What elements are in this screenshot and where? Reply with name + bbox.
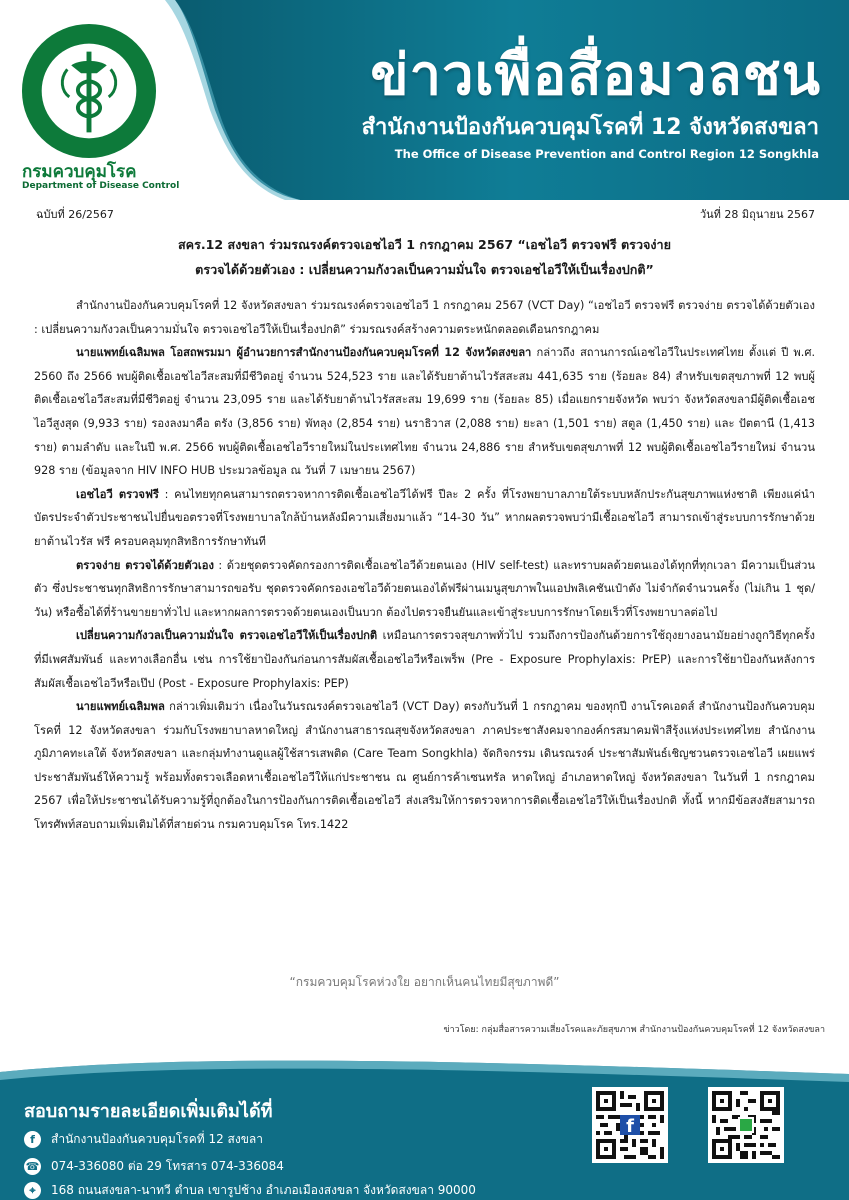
release-date: วันที่ 28 มิถุนายน 2567 [699, 208, 815, 221]
paragraph-5: เปลี่ยนความกังวลเป็นความมั่นใจ ตรวจเอชไอวีให้เป็นเรื่องปกติ เหมือนการตรวจสุขภาพทั่วไป รวมถึงการป้องกันด้วยการใช้ถุงยางอนามัยอย่างถูกวิธีทุกครั้งที่มีเพศสัมพันธ์ และทางเลือกอื่น เช่น การใช้ยาป้องกันก่อนการสัมผัสเชื้อเอชไอวีหรือเพร็พ (Pre - Exposure Prophylaxis: PrEP) และการใช้ยาป้องกันหลังการสัมผัสเชื้อเอชไอวีหรือเป๊ป (Post - Exposure Prophylaxis: PEP) [34, 629, 815, 690]
slogan: “กรมควบคุมโรคห่วงใย อยากเห็นคนไทยมีสุขภาพดี” [289, 975, 560, 989]
phone-number: 074-336080 ต่อ 29 โทรสาร 074-336084 [51, 1159, 284, 1173]
ministry-logo [20, 22, 158, 160]
facebook-page-name: สำนักงานป้องกันควบคุมโรคที่ 12 สงขลา [51, 1132, 264, 1146]
line-qr-code [708, 1087, 784, 1163]
department-name-english: Department of Disease Control [22, 181, 180, 191]
office-name-english: The Office of Disease Prevention and Control Region 12 Songkhla [394, 147, 819, 161]
headline-line-1: สคร.12 สงขลา ร่วมรณรงค์ตรวจเอชไอวี 1 กรกฎาคม 2567 “เอชไอวี ตรวจฟรี ตรวจง่าย [177, 237, 671, 252]
news-release-title: ข่าวเพื่อสื่อมวลชน [370, 43, 821, 108]
paragraph-2: นายแพทย์เฉลิมพล โอสถพรมมา ผู้อำนวยการสำนักงานป้องกันควบคุมโรคที่ 12 จังหวัดสงขลา กล่าวถึง สถานการณ์เอชไอวีในประเทศไทย ตั้งแต่ ปี พ.ศ. 2560 ถึง 2566 พบผู้ติดเชื้อเอชไอวีสะสมที่มีชีวิตอยู่ จำนวน 524,523 ราย และได้รับยาต้านไวรัสสะสม 441,635 ราย (ร้อยละ 84) สำหรับเขตสุขภาพที่ 12 พบผู้ติดเชื้อเอชไอวีสะสมที่มีชีวิตอยู่ จำนวน 23,095 ราย และได้รับยาต้านไวรัสสะสม 19,699 ราย (ร้อยละ 85) เมื่อแยกรายจังหวัด พบว่า จังหวัดสงขลามีผู้ติดเชื้อเอชไอวีสูงสุด (9,933 ราย) รองลงมาคือ ตรัง (3,856 ราย) พัทลุง (2,854 ราย) นราธิวาส (2,088 ราย) ยะลา (1,501 ราย) สตูล (1,450 ราย) และ ปัตตานี (1,413 ราย) ตามลำดับ และในปี พ.ศ. 2566 พบผู้ติดเชื้อเอชไอวีรายใหม่ในประเทศไทย จำนวน 24,886 ราย สำหรับเขตสุขภาพที่ 12 พบผู้ติดเชื้อเอชไอวีรายใหม่ จำนวน 928 ราย (ข้อมูลจาก HIV INFO HUB ประมวลข้อมูล ณ วันที่ 7 เมษายน 2567) [34, 346, 815, 478]
paragraph-3: เอชไอวี ตรวจฟรี : คนไทยทุกคนสามารถตรวจหาการติดเชื้อเอชไอวีได้ฟรี ปีละ 2 ครั้ง ที่โรงพยาบาลภายใต้ระบบหลักประกันสุขภาพแห่งชาติ เพียงแค่นำบัตรประจำตัวประชาชนไปยื่นขอตรวจที่โรงพยาบาลใกล้บ้านหลังมีความเสี่ยงมาแล้ว “14-30 วัน” หากผลตรวจพบว่ามีเชื้อเอชไอวี สามารถเข้าสู่ระบบการรักษาด้วยยาต้านไวรัส ฟรี ครอบคลุมทุกสิทธิการรักษาทันที [34, 487, 815, 548]
headline-line-2: ตรวจได้ด้วยตัวเอง : เปลี่ยนความกังวลเป็นความมั่นใจ ตรวจเอชไอวีให้เป็นเรื่องปกติ” [195, 262, 654, 277]
paragraph-1: สำนักงานป้องกันควบคุมโรคที่ 12 จังหวัดสงขลา ร่วมรณรงค์ตรวจเอชไอวี 1 กรกฎาคม 2567 (VCT Day) “เอชไอวี ตรวจฟรี ตรวจง่าย ตรวจได้ด้วยตัวเอง : เปลี่ยนความกังวลเป็นความมั่นใจ ตรวจเอชไอวีให้เป็นเรื่องปกติ” ร่วมรณรงค์สร้างความตระหนักตลอดเดือนกรกฎาคม [34, 299, 815, 336]
facebook-qr-code [592, 1087, 668, 1163]
news-credit: ข่าวโดย: กลุ่มสื่อสารความเสี่ยงโรคและภัยสุขภาพ สำนักงานป้องกันควบคุมโรคที่ 12 จังหวัดสงขลา [443, 1025, 825, 1035]
address: 168 ถนนสงขลา-นาทวี ตำบล เขารูปช้าง อำเภอเมืองสงขลา จังหวัดสงขลา 90000 [51, 1183, 476, 1197]
paragraph-6: นายแพทย์เฉลิมพล กล่าวเพิ่มเติมว่า เนื่องในวันรณรงค์ตรวจเอชไอวี (VCT Day) ตรงกับวันที่ 1 กรกฎาคม ของทุกปี งานโรคเอดส์ สำนักงานป้องกันควบคุมโรคที่ 12 จังหวัดสงขลา ร่วมกับโรงพยาบาลหาดใหญ่ สำนักงานสาธารณสุขจังหวัดสงขลา ภาคประชาสังคมจากองค์กรสมาคมฟ้าสีรุ้งแห่งประเทศไทย สำนักงานภูมิภาคทะเลใต้ จังหวัดสงขลา และกลุ่มทำงานดูแลผู้ใช้สารเสพติด (Care Team Songkhla) จัดกิจกรรม เดินรณรงค์ ประชาสัมพันธ์เชิญชวนตรวจเอชไอวี เผยแพร่ประชาสัมพันธ์ให้ความรู้ พร้อมทั้งตรวจเลือดหาเชื้อเอชไอวีให้แก่ประชาชน ณ ศูนย์การค้าเซนทรัล หาดใหญ่ อำเภอหาดใหญ่ จังหวัดสงขลา ในวันที่ 1 กรกฎาคม 2567 เพื่อให้ประชาชนได้รับความรู้ที่ถูกต้องในการป้องกันการติดเชื้อเอชไอวี ส่งเสริมให้การตรวจหาการติดเชื้อเอชไอวีให้เป็นเรื่องปกติ ทั้งนี้ หากมีข้อสงสัยสามารถโทรศัพท์สอบถามเพิ่มเติมได้ที่สายด่วน กรมควบคุมโรค โทร.1422 [34, 700, 815, 832]
svg-text:f: f [626, 1115, 634, 1137]
footer-facebook-row[interactable] [24, 1130, 263, 1149]
footer-phone-row[interactable] [24, 1157, 284, 1176]
header-banner [0, 0, 849, 200]
department-name-thai: กรมควบคุมโรค [22, 162, 137, 182]
paragraph-4: ตรวจง่าย ตรวจได้ด้วยตัวเอง : ด้วยชุดตรวจคัดกรองการติดเชื้อเอชไอวีด้วยตนเอง (HIV self-test) และทราบผลด้วยตนเองได้ทุกที่ทุกเวลา มีความเป็นส่วนตัว ซึ่งประชาชนทุกสิทธิการรักษาสามารถขอรับ ชุดตรวจคัดกรองเอชไอวีด้วยตนเองได้ฟรีผ่านเมนูสุขภาพในแอปพลิเคชันเป๋าตัง ไม่จำกัดจำนวนครั้ง (ไม่เกิน 1 ชุด/วัน) หรือซื้อได้ที่ร้านขายยาทั่วไป และหากผลการตรวจด้วยตนเองเป็นบวก ต้องไปตรวจยืนยันและเข้าสู่ระบบการรักษาโดยเร็วที่โรงพยาบาลต่อไป [34, 558, 815, 619]
footer-address-row [24, 1181, 476, 1200]
location-pin-icon: ⌖ [24, 1182, 41, 1199]
office-name-thai: สำนักงานป้องกันควบคุมโรคที่ 12 จังหวัดสงขลา [361, 115, 819, 140]
qr-pattern-1 [596, 1091, 664, 1159]
article-body [34, 294, 815, 837]
footer-title: สอบถามรายละเอียดเพิ่มเติมได้ที่ [24, 1101, 273, 1122]
qr-pattern-2 [712, 1091, 780, 1159]
issue-number: ฉบับที่ 26/2567 [36, 208, 114, 221]
headline [20, 232, 829, 282]
facebook-icon: f [24, 1131, 41, 1148]
phone-icon: ☎ [25, 1160, 40, 1173]
